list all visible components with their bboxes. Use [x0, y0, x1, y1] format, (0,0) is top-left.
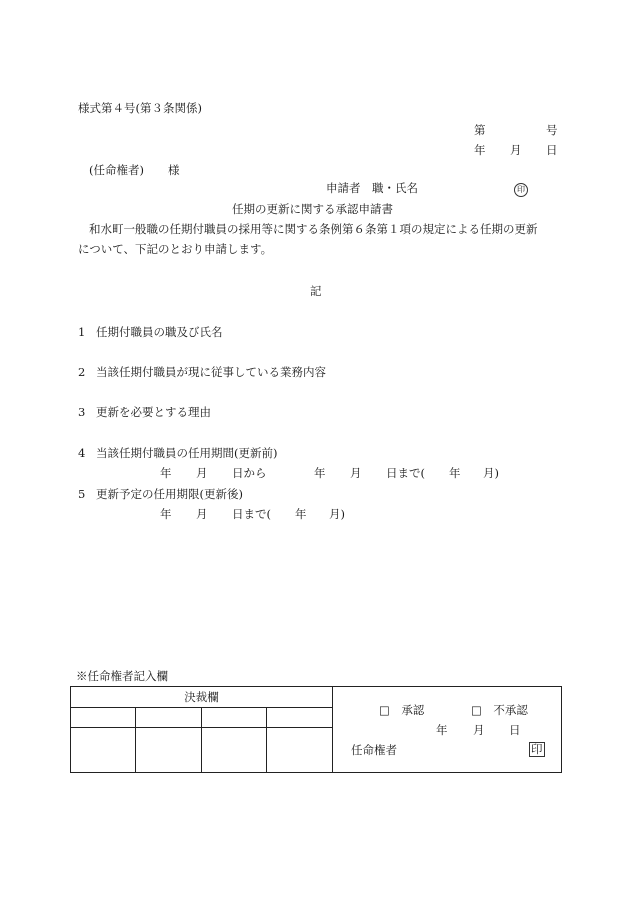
- after-day-to: 日まで(: [232, 507, 271, 521]
- authority-label: 任命権者: [351, 743, 397, 757]
- date-day: 日: [546, 143, 558, 157]
- before-year2: 年: [314, 466, 326, 480]
- after-month2: 月): [329, 507, 345, 521]
- authority-stamp: [529, 742, 545, 757]
- approval-year: 年: [436, 723, 448, 737]
- decision-seal-cell: [71, 728, 136, 773]
- decision-cell: [136, 708, 202, 728]
- item-2-text: 当該任期付職員が現に従事している業務内容: [96, 365, 326, 379]
- authority-table: [70, 686, 562, 773]
- addressee: (任命権者): [89, 163, 144, 177]
- seal-mark: [514, 181, 528, 197]
- number-dai: 第: [474, 123, 486, 137]
- item-3-no: 3: [78, 405, 86, 419]
- decision-seal-cell: [267, 728, 333, 773]
- seal-circle: 印: [514, 183, 528, 197]
- addressee-sama: 様: [168, 163, 180, 177]
- before-day-from: 日から: [232, 466, 267, 480]
- disapprove-checkbox[interactable]: □ 不承認: [471, 703, 528, 717]
- authority-heading: ※任命権者記入欄: [76, 669, 168, 683]
- approval-day: 日: [509, 723, 521, 737]
- decision-header: 決裁欄: [71, 687, 333, 708]
- decision-cell: [202, 708, 267, 728]
- item-4-text: 当該任期付職員の任用期間(更新前): [96, 446, 278, 460]
- document-title: 任期の更新に関する承認申請書: [232, 202, 393, 216]
- number-go: 号: [546, 123, 558, 137]
- item-1-text: 任期付職員の職及び氏名: [96, 325, 223, 339]
- after-month1: 月: [196, 507, 208, 521]
- item-2-no: 2: [78, 365, 86, 379]
- approve-checkbox[interactable]: □ 承認: [379, 703, 425, 717]
- body-line-1: 和水町一般職の任期付職員の採用等に関する条例第６条第１項の規定による任期の更新: [89, 222, 538, 236]
- before-day-to: 日まで(: [386, 466, 425, 480]
- item-5-no: 5: [78, 487, 86, 501]
- decision-cell: [71, 708, 136, 728]
- before-month3: 月): [483, 466, 499, 480]
- approval-month: 月: [473, 723, 485, 737]
- decision-seal-cell: [136, 728, 202, 773]
- form-number: 様式第４号(第３条関係): [78, 101, 202, 115]
- date-year: 年: [474, 143, 486, 157]
- after-year2: 年: [295, 507, 307, 521]
- applicant-label: 申請者 職・氏名: [326, 181, 418, 195]
- ki-heading: 記: [310, 284, 322, 298]
- before-year1: 年: [160, 466, 172, 480]
- after-year1: 年: [160, 507, 172, 521]
- item-1-no: 1: [78, 325, 86, 339]
- stamp-box: 印: [531, 742, 543, 756]
- date-month: 月: [510, 143, 522, 157]
- before-month2: 月: [350, 466, 362, 480]
- before-month1: 月: [196, 466, 208, 480]
- item-3-text: 更新を必要とする理由: [96, 405, 211, 419]
- item-4-no: 4: [78, 446, 86, 460]
- decision-cell: [267, 708, 333, 728]
- approval-cell: [333, 687, 562, 773]
- before-year3: 年: [449, 466, 461, 480]
- body-line-2: について、下記のとおり申請します。: [78, 242, 273, 256]
- item-5-text: 更新予定の任用期限(更新後): [96, 487, 243, 501]
- decision-seal-cell: [202, 728, 267, 773]
